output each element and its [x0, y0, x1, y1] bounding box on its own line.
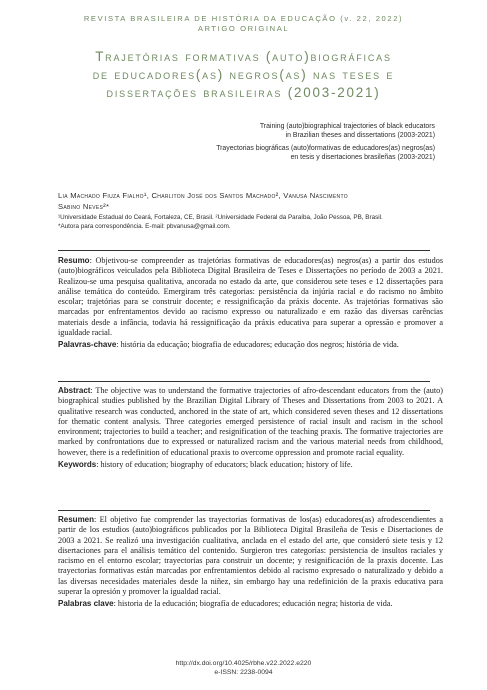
article-title: [40, 48, 447, 102]
english-title-line: Training (auto)biographical trajectories of black educators: [259, 123, 435, 130]
keywords-text: : history of education; biography of educators; black education; history of life.: [96, 460, 353, 470]
resumo-paragraph: [58, 256, 443, 338]
palabras-clave-text: : historia de la educación; biografía de educadores; educación negra; historia de vida.: [113, 599, 393, 609]
resumen-text: : El objetivo fue comprender las trayectorias formativas de los(as) educadores(as) afrodescendientes a partir de los estudios (auto)biográficos publicados por la Biblioteca Digital Brasileña de Tesis e Disertaciones de 2003 a 2021. Se realizó una investigación cualitativa, anclada en el estado del arte, que consideró siete tesis y 12 disertaciones para el análisis temático del contenido. Surgieron tres categorías: persistencia de insultos raciales y racismo en el entorno escolar; trayectorias para construir un docente; y resignificación de la praxis docente. Las trayectorias formativas están marcadas por enfrentamientos debido al racismo expresado o naturalizado y debido a las diversas necesidades materiales desde la niñez, sin embargo hay una redefinición de la praxis educativa para superar la opresión y promover la igualdad racial.: [58, 515, 443, 597]
divider: [58, 250, 430, 251]
doi-link[interactable]: http://dx.doi.org/10.4025/rbhe.v22.2022.e220: [175, 660, 312, 667]
page-footer: [0, 659, 487, 677]
spanish-title: [135, 144, 435, 162]
resumen-label: Resumen: [58, 515, 95, 524]
divider: [58, 381, 430, 382]
abstract-label: Abstract: [58, 386, 91, 395]
resumen-block: [58, 515, 443, 610]
journal-header: [0, 14, 487, 34]
title-line: Trajetórias formativas (auto)biográficas: [95, 49, 392, 64]
abstract-text: : The objective was to understand the formative trajectories of afro-descendant educators from the (auto) biographical studies published by the Brazilian Digital Library of Theses and Dissertations from 2003 to 2021. A qualitative research was conducted, anchored in the state of art, which considered seven theses and 12 dissertations for thematic content analysis. Three categories emerged persistence of racial insult and racism in the school environment; trajectories to build a teacher; and resignification of the teaching praxis. The formative trajectories are marked by confrontations due to expressed or naturalized racism and the various material needs from childhood, however, there is a redefinition of educational praxis to overcome oppression and promote racial equality.: [58, 386, 443, 457]
resumo-label: Resumo: [58, 256, 90, 265]
issn: e-ISSN: 2238-0094: [214, 669, 273, 676]
abstract-block: [58, 386, 443, 470]
author-line: Lia Machado Fiuza Fialho¹, Charliton José dos Santos Machado², Vanusa Nascimento: [58, 191, 348, 200]
title-line: de educadores(as) negros(as) nas teses e: [92, 67, 395, 82]
affiliations: [58, 214, 443, 231]
palavras-chave-label: Palavras-chave: [58, 340, 117, 350]
divider: [58, 510, 430, 511]
resumo-text: : Objetivou-se compreender as trajetórias formativas de educadores(as) negros(as) a partir dos estudos (auto)biográficos veiculados pela Biblioteca Digital Brasileira de Teses e Dissertações no período de 2003 a 2021. Realizou-se uma pesquisa qualitativa, ancorada no estado da arte, que considerou sete teses e 12 dissertações para análise temática do conteúdo. Emergiram três categorias: persistência da injúria racial e do racismo no âmbito escolar; trajetórias para se construir docente; e ressignificação da práxis docente. As trajetórias formativas são marcadas por enfrentamentos devido ao racismo expresso ou naturalizado e em razão das diversas carências materiais desde a infância, todavia há ressignificação da práxis educativa para superar a opressão e promover a igualdade racial.: [58, 256, 443, 338]
palavras-chave-text: : história da educação; biografia de educadores; educação dos negros; história de vida.: [116, 340, 399, 350]
author-list: [58, 190, 443, 212]
resumo-block: [58, 256, 443, 351]
english-title: [135, 122, 435, 140]
keywords-label: Keywords: [58, 460, 97, 470]
affiliation-line: ¹Universidade Estadual do Ceará, Fortaleza, CE, Brasil. ²Universidade Federal da Paraíba, João Pessoa, PB, Brasil.: [58, 214, 383, 221]
spanish-title-line: en tesis y disertaciones brasileñas (2003-2021): [290, 154, 435, 161]
title-line: dissertações brasileiras (2003-2021): [106, 85, 381, 100]
spanish-title-line: Trayectorias biográficas (auto)formativas de educadores(as) negros(as): [216, 145, 435, 152]
palabras-clave: [58, 599, 443, 609]
journal-name: REVISTA BRASILEIRA DE HISTÓRIA DA EDUCAÇÃO (v. 22, 2022): [83, 14, 404, 23]
corresponding-author: *Autora para correspondência. E-mail: pbvanusa@gmail.com.: [58, 222, 231, 230]
palabras-clave-label: Palabras clave: [58, 599, 114, 609]
author-line: Sabino Neves²*: [58, 202, 110, 211]
translated-titles: [135, 122, 435, 166]
keywords: [58, 460, 443, 470]
english-title-line: in Brazilian theses and dissertations (2003-2021): [285, 132, 435, 139]
abstract-paragraph: [58, 386, 443, 458]
palavras-chave: [58, 340, 443, 350]
article-type: ARTIGO ORIGINAL: [197, 24, 290, 33]
resumen-paragraph: [58, 515, 443, 597]
